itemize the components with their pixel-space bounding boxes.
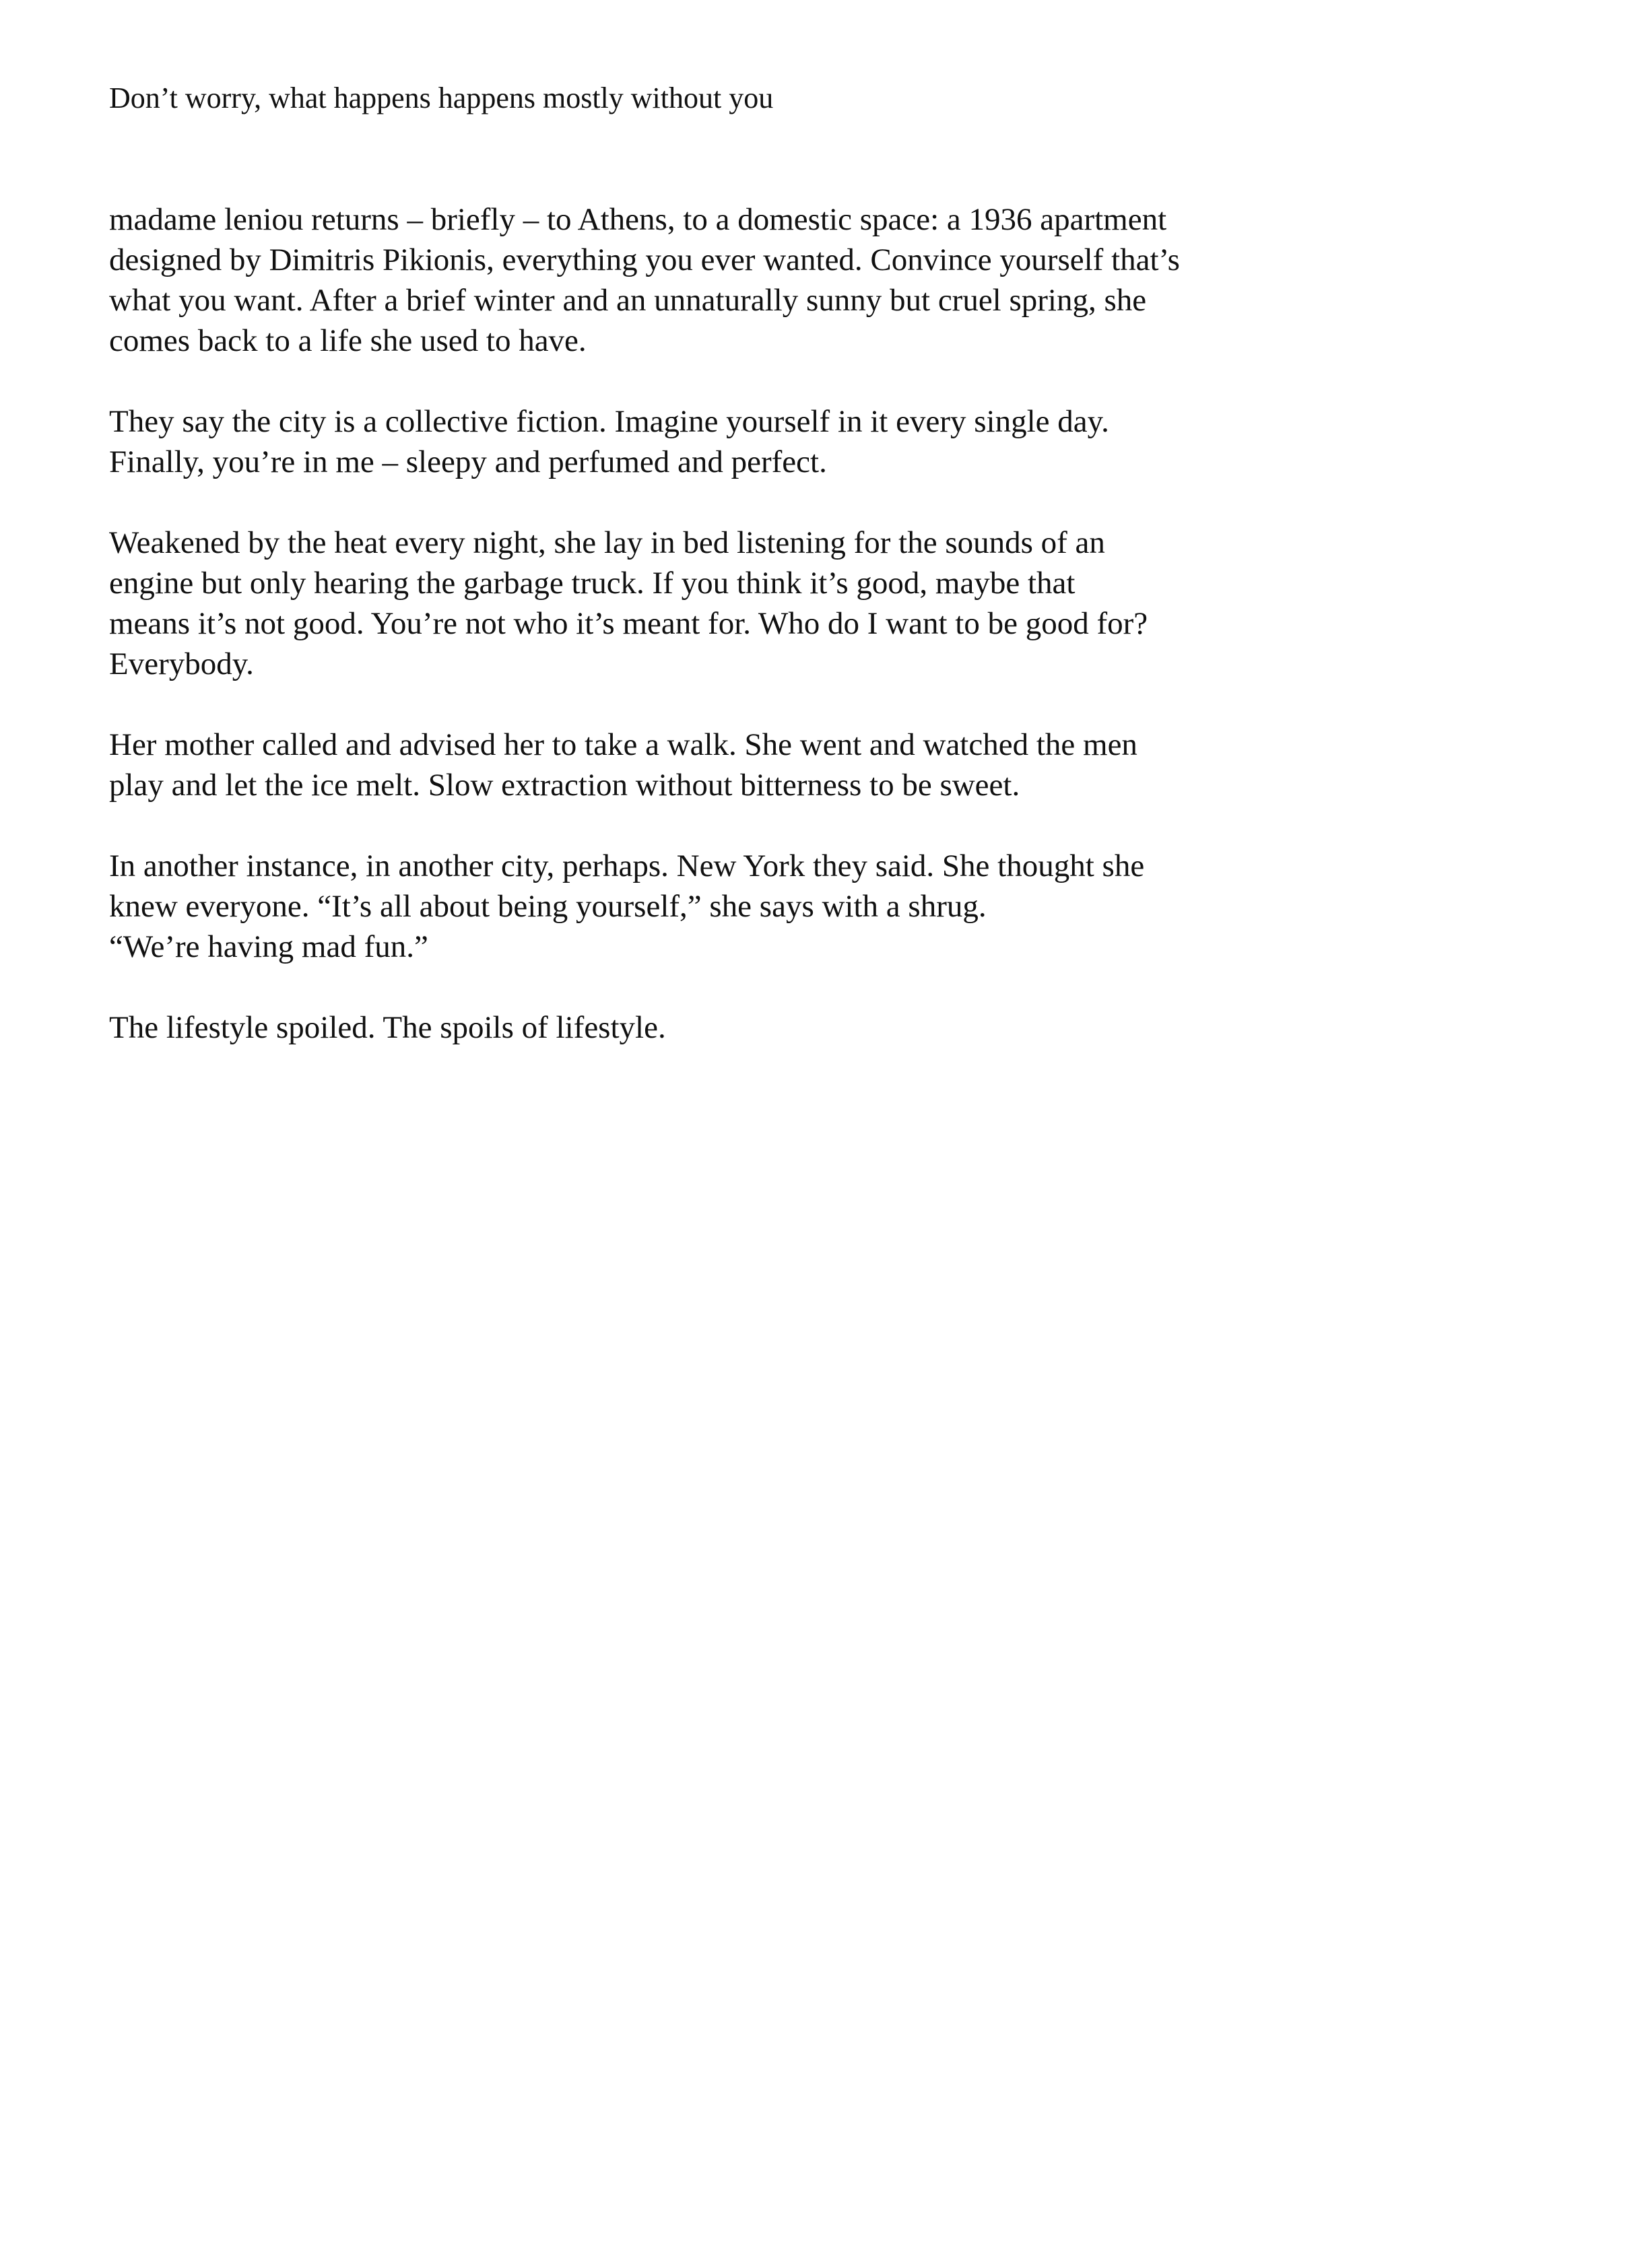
text-line: Finally, you’re in me – sleepy and perfumed and perfect.: [109, 444, 827, 479]
text-line: Her mother called and advised her to take a walk. She went and watched the men: [109, 727, 1137, 762]
text-line: designed by Dimitris Pikionis, everything you ever wanted. Convince yourself that’s: [109, 242, 1180, 277]
text-line: comes back to a life she used to have.: [109, 323, 587, 358]
paragraph-1: [109, 199, 1267, 361]
text-line: madame leniou returns – briefly – to Athens, to a domestic space: a 1936 apartment: [109, 202, 1167, 237]
text-line: engine but only hearing the garbage truck. If you think it’s good, maybe that: [109, 566, 1076, 601]
text-line: Weakened by the heat every night, she lay in bed listening for the sounds of an: [109, 525, 1105, 560]
text-line: play and let the ice melt. Slow extraction without bitterness to be sweet.: [109, 768, 1020, 803]
text-line: knew everyone. “It’s all about being yourself,” she says with a shrug.: [109, 889, 987, 924]
paragraph-4: [109, 725, 1267, 805]
text-line: what you want. After a brief winter and an unnaturally sunny but cruel spring, she: [109, 283, 1147, 318]
paragraph-2: [109, 401, 1267, 482]
text-line: The lifestyle spoiled. The spoils of lifestyle.: [109, 1010, 666, 1045]
running-title: Don’t worry, what happens happens mostly without you: [109, 81, 774, 114]
text-line: In another instance, in another city, perhaps. New York they said. She thought she: [109, 848, 1145, 883]
text-line: “We’re having mad fun.”: [109, 929, 428, 964]
paragraph-6: [109, 1007, 1267, 1048]
text-line: Everybody.: [109, 646, 254, 681]
body-text: [109, 199, 1267, 1088]
text-line: means it’s not good. You’re not who it’s meant for. Who do I want to be good for?: [109, 606, 1148, 641]
paragraph-3: [109, 523, 1267, 684]
text-line: They say the city is a collective fiction. Imagine yourself in it every single day.: [109, 404, 1109, 439]
paragraph-5: [109, 846, 1267, 967]
